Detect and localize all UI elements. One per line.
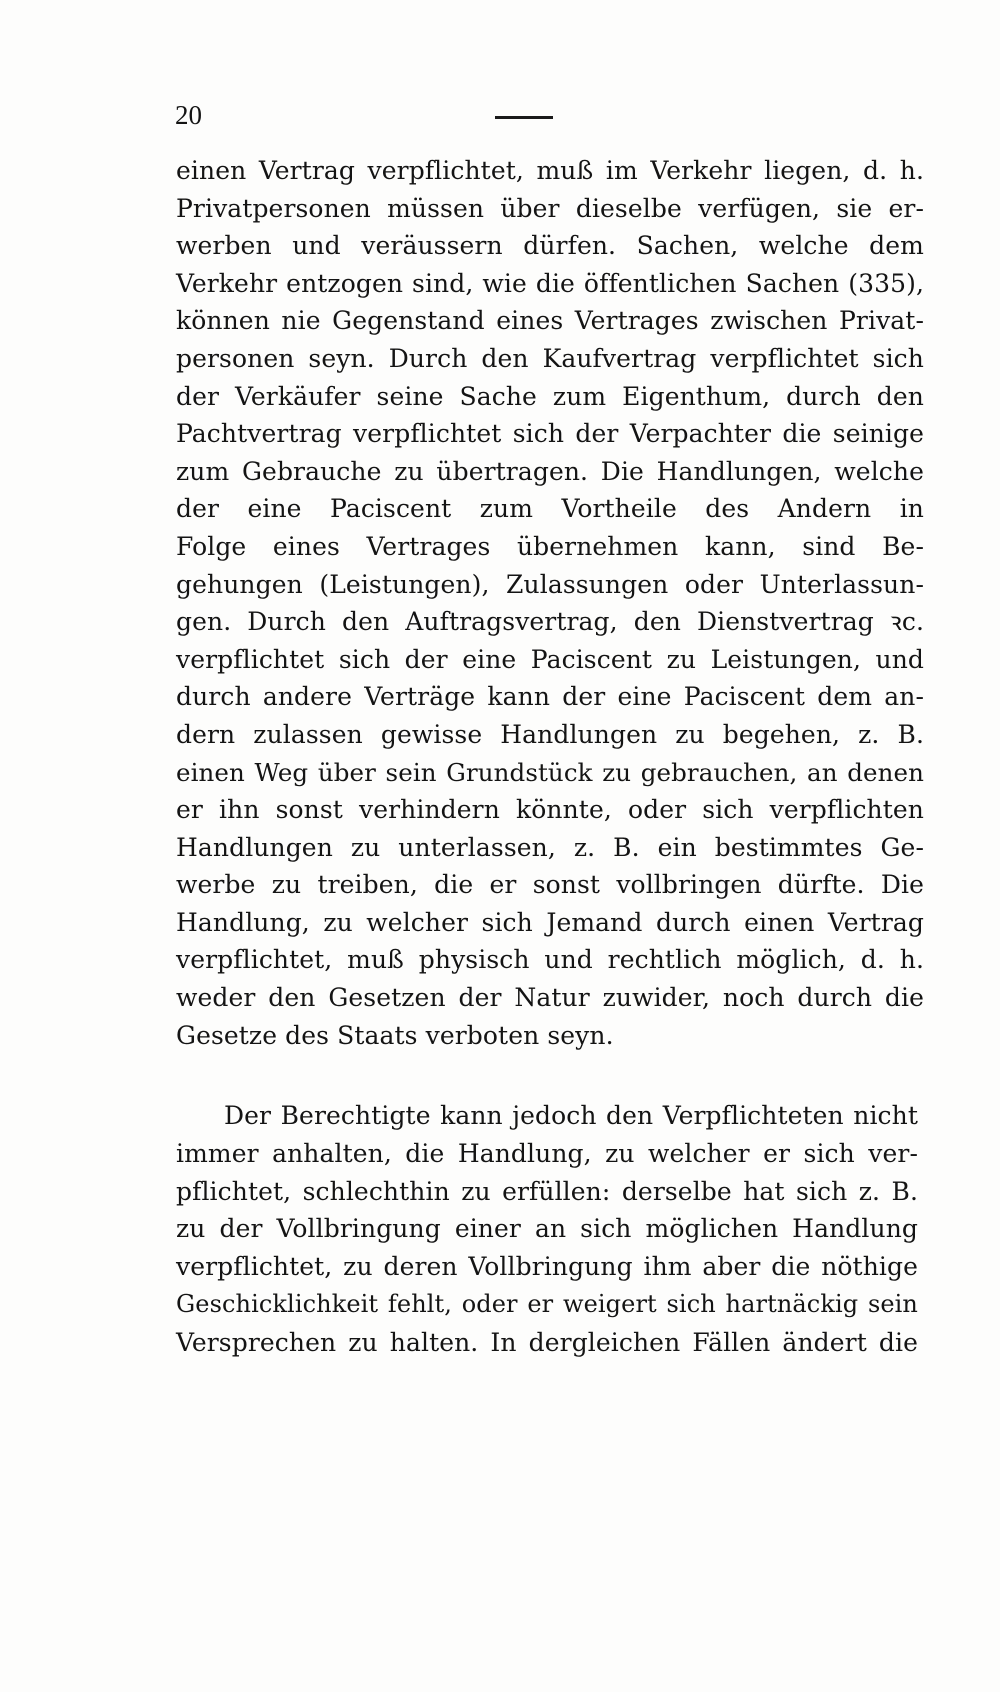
text-line: der eine Paciscent zum Vortheile des Andern in <box>176 494 924 524</box>
text-line: verpflichtet, zu deren Vollbringung ihm aber die nöthige <box>176 1252 918 1282</box>
text-line: können nie Gegenstand eines Vertrages zwischen Privat- <box>176 306 924 336</box>
text-line: Privatpersonen müssen über dieselbe verfügen, sie er- <box>176 193 924 223</box>
text-line: einen Vertrag verpflichtet, muß im Verkehr liegen, d. h. <box>176 156 924 185</box>
text-line: dern zulassen gewisse Handlungen zu begehen, z. B. <box>176 719 924 749</box>
text-line: Handlungen zu unterlassen, z. B. ein bestimmtes Ge- <box>176 832 924 862</box>
text-line: verpflichtet, muß physisch und rechtlich möglich, d. h. <box>176 945 924 975</box>
paragraph-2 <box>176 1097 918 1362</box>
text-line: der Verkäufer seine Sache zum Eigenthum, durch den <box>176 381 924 411</box>
text-line: personen seyn. Durch den Kaufvertrag verpflichtet sich <box>176 343 924 373</box>
text-line: Verkehr entzogen sind, wie die öffentlichen Sachen (335), <box>176 268 924 298</box>
text-line: Versprechen zu halten. In dergleichen Fällen ändert die <box>176 1327 918 1357</box>
text-line: Pachtvertrag verpflichtet sich der Verpachter die seinige <box>176 419 924 449</box>
text-line: gen. Durch den Auftragsvertrag, den Dienstvertrag ꝛc. <box>176 607 924 637</box>
text-line: Gesetze des Staats verboten seyn. <box>176 1020 614 1050</box>
text-line: Der Berechtigte kann jedoch den Verpflichteten nicht <box>224 1101 918 1130</box>
text-line: pflichtet, schlechthin zu erfüllen: derselbe hat sich z. B. <box>176 1176 918 1206</box>
text-line: zu der Vollbringung einer an sich möglichen Handlung <box>176 1214 918 1244</box>
text-line: gehungen (Leistungen), Zulassungen oder Unterlassun- <box>176 569 924 599</box>
header-rule <box>495 116 553 119</box>
paragraph-1 <box>176 152 924 1054</box>
text-line: Geschicklichkeit fehlt, oder er weigert sich hartnäckig sein <box>176 1289 918 1318</box>
text-line: verpflichtet sich der eine Paciscent zu Leistungen, und <box>176 644 924 674</box>
page-number: 20 <box>175 100 202 130</box>
page-header <box>175 100 895 140</box>
text-line: er ihn sonst verhindern könnte, oder sich verpflichten <box>176 795 924 825</box>
text-line: Folge eines Vertrages übernehmen kann, sind Be- <box>176 531 924 561</box>
text-line: zum Gebrauche zu übertragen. Die Handlungen, welche <box>176 456 924 486</box>
text-line: immer anhalten, die Handlung, zu welcher er sich ver- <box>176 1138 918 1168</box>
text-line: weder den Gesetzen der Natur zuwider, noch durch die <box>176 983 924 1013</box>
text-line: einen Weg über sein Grundstück zu gebrauchen, an denen <box>176 757 924 787</box>
text-line: durch andere Verträge kann der eine Paciscent dem an- <box>176 682 924 712</box>
text-line: Handlung, zu welcher sich Jemand durch einen Vertrag <box>176 907 924 937</box>
text-line: werbe zu treiben, die er sonst vollbringen dürfte. Die <box>176 870 924 900</box>
text-line: werben und veräussern dürfen. Sachen, welche dem <box>176 231 924 261</box>
